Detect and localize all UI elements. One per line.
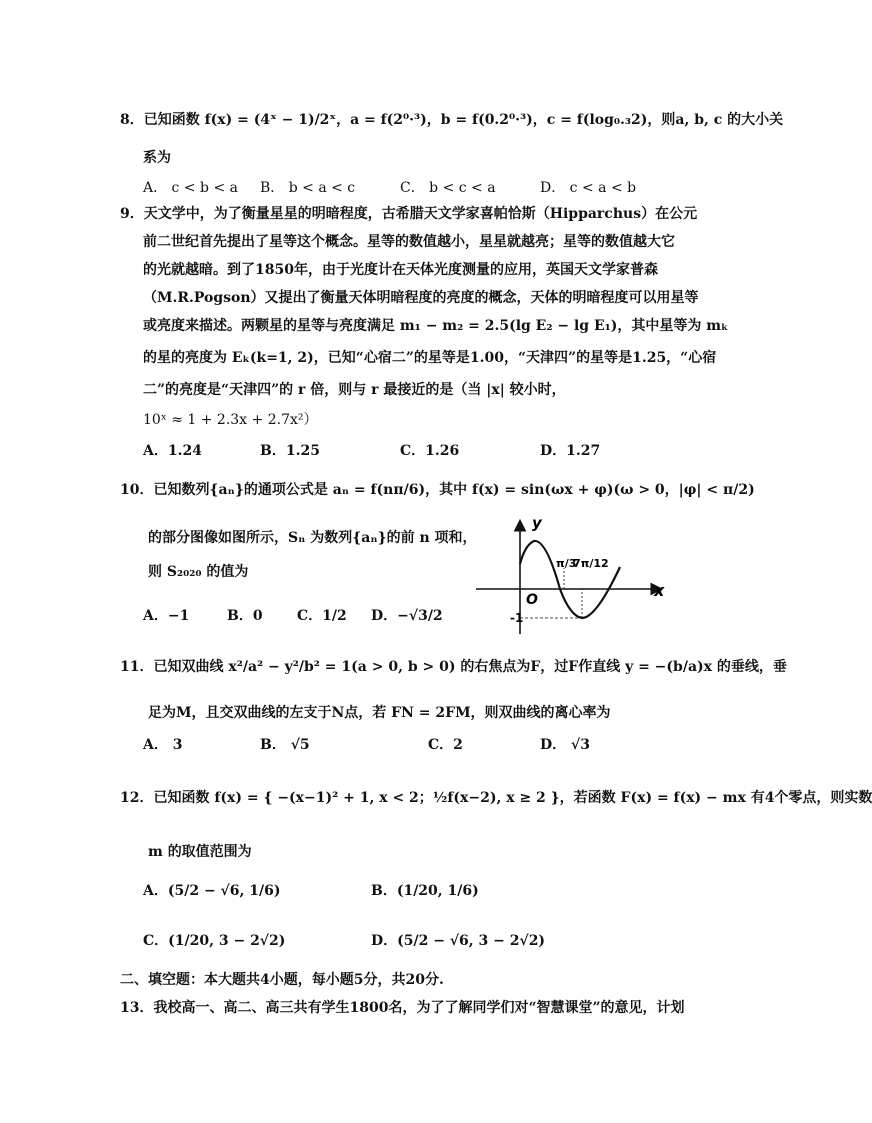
y-axis-label: y [532, 514, 542, 532]
q11-option-b: B． √5 [260, 737, 310, 753]
q10-option-c: C．1/2 [297, 608, 347, 624]
q10-option-d: D．−√3/2 [371, 608, 443, 624]
q12-options-row-2 [143, 930, 545, 950]
q9-option-b: B．1.25 [260, 443, 320, 459]
q10-stem: 10．已知数列{aₙ}的通项公式是 aₙ = f(nπ/6)，其中 f(x) = sin(ωx + φ)(ω > 0，|φ| < π/2) [120, 482, 755, 498]
q10-options [143, 605, 443, 625]
q8-option-c: C． b < c < a [400, 180, 496, 196]
q12-stem: 12．已知函数 f(x) = { −(x−1)² + 1, x < 2；½f(x−2), x ≥ 2 }，若函数 F(x) = f(x) − mx 有4个零点，则实数 [120, 790, 872, 806]
q9-line-6: 的星的亮度为 Eₖ(k=1, 2)，已知“心宿二”的星等是1.00，“天津四”的星等是1.25，“心宿 [143, 350, 717, 366]
q12-options-row-1 [143, 880, 479, 900]
q11-stem: 11．已知双曲线 x²/a² − y²/b² = 1(a > 0, b > 0) 的右焦点为F，过F作直线 y = −(b/a)x 的垂线，垂 [120, 659, 787, 675]
q10-stem-cont: 的部分图像如图所示，Sₙ 为数列{aₙ}的前 n 项和， [148, 530, 477, 546]
q11-stem-cont: 足为M，且交双曲线的左支于N点，若 FN = 2FM，则双曲线的离心率为 [148, 705, 611, 721]
min-label: -1 [510, 611, 524, 625]
q11-option-d: D． √3 [540, 737, 590, 753]
q9-line-5: 或亮度来描述。两颗星的星等与亮度满足 m₁ − m₂ = 2.5(lg E₂ − lg E₁)，其中星等为 mₖ [143, 318, 729, 334]
q9-option-d: D．1.27 [540, 443, 601, 459]
q12-option-a: A．(5/2 − √6, 1/6) [143, 883, 281, 899]
q11-option-c: C．2 [428, 737, 463, 753]
q8-stem: 8．已知函数 f(x) = (4ˣ − 1)/2ˣ，a = f(2⁰·³)，b = f(0.2⁰·³)，c = f(log₀.₃2)，则a, b, c 的大小关 [120, 112, 784, 128]
q11-options [143, 734, 590, 754]
x-axis-label: x [654, 581, 665, 600]
q9-option-c: C．1.26 [400, 443, 460, 459]
q8-option-b: B． b < a < c [260, 180, 356, 196]
q9-line-8: 10ˣ ≈ 1 + 2.3x + 2.7x²） [143, 412, 318, 428]
origin-label: O [526, 592, 538, 608]
q8-option-d: D． c < a < b [540, 180, 637, 196]
sine-graph-figure [470, 512, 670, 637]
q13-stem: 13．我校高一、高二、高三共有学生1800名，为了了解同学们对“智慧课堂”的意见，计划 [120, 1000, 685, 1016]
q12-option-c: C．(1/20, 3 − 2√2) [143, 933, 286, 949]
q8-stem-cont: 系为 [143, 150, 171, 166]
q12-stem-cont: m 的取值范围为 [148, 844, 252, 860]
tick-7pi-12: 7π/12 [573, 557, 609, 570]
q12-option-b: B．(1/20, 1/6) [371, 883, 479, 899]
q9-option-a: A．1.24 [143, 443, 202, 459]
q9-line-3: 的光就越暗。到了1850年，由于光度计在天体光度测量的应用，英国天文学家普森 [143, 262, 658, 278]
q8-option-a: A． c < b < a [143, 180, 238, 196]
q9-options [143, 440, 600, 460]
q12-option-d: D．(5/2 − √6, 3 − 2√2) [371, 933, 546, 949]
q8-options [143, 177, 636, 197]
tick-pi-3: π/3 [556, 557, 577, 570]
q9-line-7: 二”的亮度是“天津四”的 r 倍，则与 r 最接近的是（当 |x| 较小时， [143, 382, 566, 398]
q10-option-b: B．0 [227, 608, 263, 624]
q9-line-1: 9．天文学中，为了衡量星星的明暗程度，古希腊天文学家喜帕恰斯（Hipparchus）在公元 [120, 206, 698, 222]
section-heading: 二、填空题：本大题共4小题，每小题5分，共20分. [120, 972, 444, 988]
q10-option-a: A．−1 [143, 608, 190, 624]
q9-line-2: 前二世纪首先提出了星等这个概念。星等的数值越小，星星就越亮；星等的数值越大它 [143, 234, 675, 250]
q11-option-a: A． 3 [143, 737, 183, 753]
q10-stem-cont-2: 则 S₂₀₂₀ 的值为 [148, 564, 249, 580]
q9-line-4: （M.R.Pogson）又提出了衡量天体明暗程度的亮度的概念，天体的明暗程度可以用星等 [143, 290, 699, 306]
